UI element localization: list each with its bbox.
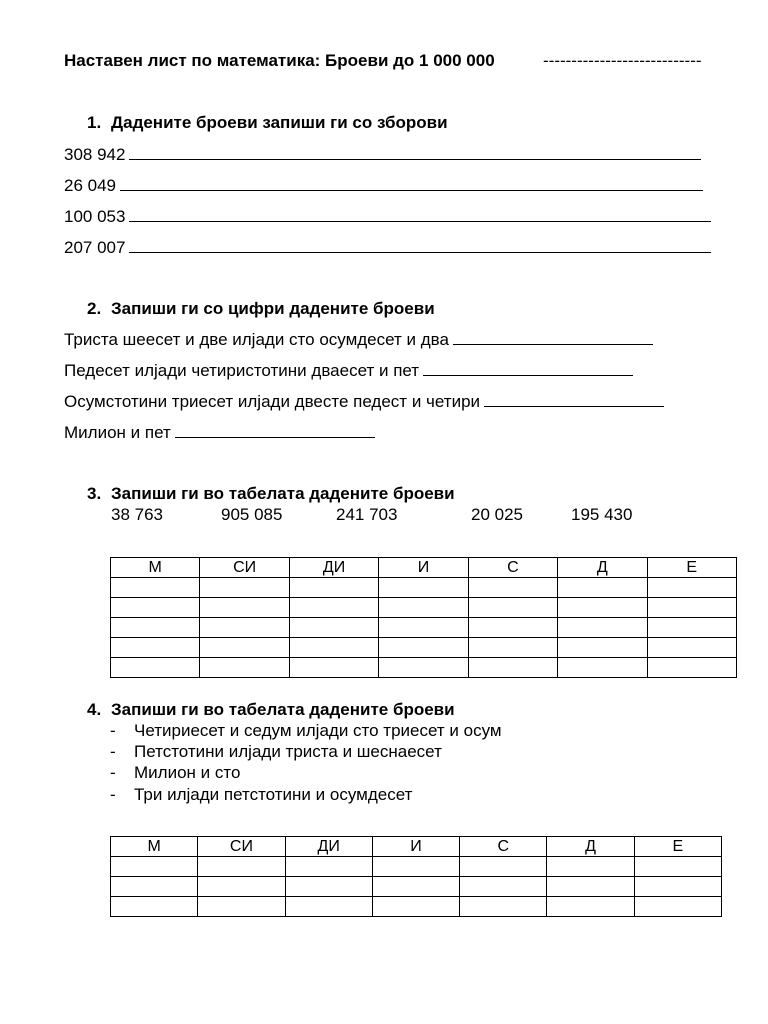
answer-blank[interactable]	[175, 423, 375, 438]
table-cell[interactable]	[647, 598, 736, 618]
task4-heading-text: Запиши ги во табелата дадените броеви	[111, 700, 455, 719]
task2-words-2: Педесет илјади четиристотини дваесет и пет	[64, 361, 420, 380]
answer-blank[interactable]	[129, 207, 711, 222]
table-cell[interactable]	[372, 857, 459, 877]
task2-heading-text: Запиши ги со цифри дадените броеви	[111, 299, 435, 318]
column-header: С	[468, 558, 557, 578]
task2-row-4	[64, 423, 375, 443]
table-cell[interactable]	[379, 658, 468, 678]
table-cell[interactable]	[558, 578, 647, 598]
task2-row-3	[64, 392, 664, 412]
column-header: Д	[558, 558, 647, 578]
table-cell[interactable]	[198, 877, 285, 897]
dash-bullet: -	[110, 742, 116, 761]
task4-place-value-table	[110, 836, 722, 917]
table-cell[interactable]	[558, 598, 647, 618]
table-header-row	[111, 837, 722, 857]
table-cell[interactable]	[468, 638, 557, 658]
table-cell[interactable]	[460, 877, 547, 897]
task2-words-1: Триста шеесет и две илјади сто осумдесет и два	[64, 330, 449, 349]
task3-place-value-table	[110, 557, 737, 678]
table-cell[interactable]	[647, 658, 736, 678]
table-header-row	[111, 558, 737, 578]
task1-number-1: 308 942	[64, 145, 126, 164]
dash-bullet: -	[110, 785, 116, 804]
task3-number-list	[0, 505, 768, 525]
table-cell[interactable]	[558, 658, 647, 678]
name-line: ----------------------------	[543, 51, 702, 70]
table-cell[interactable]	[289, 598, 378, 618]
column-header: Д	[547, 837, 634, 857]
column-header: Е	[634, 837, 721, 857]
table-cell[interactable]	[372, 877, 459, 897]
table-cell[interactable]	[111, 877, 198, 897]
table-cell[interactable]	[460, 857, 547, 877]
task1-number-4: 207 007	[64, 238, 126, 257]
task2-row-2	[64, 361, 633, 381]
answer-blank[interactable]	[120, 176, 703, 191]
table-cell[interactable]	[200, 598, 289, 618]
table-cell[interactable]	[111, 598, 200, 618]
table-cell[interactable]	[379, 598, 468, 618]
table-cell[interactable]	[111, 857, 198, 877]
table-cell[interactable]	[647, 618, 736, 638]
table-cell[interactable]	[111, 638, 200, 658]
table-cell[interactable]	[379, 638, 468, 658]
table-row	[111, 578, 737, 598]
table-row	[111, 598, 737, 618]
task3-number-item: 195 430	[571, 505, 633, 524]
task1-row-3	[64, 207, 711, 227]
task3-number-item: 38 763	[111, 505, 163, 524]
list-item-text: Четириесет и седум илјади сто триесет и осум	[134, 721, 502, 740]
table-row	[111, 658, 737, 678]
column-header: И	[372, 837, 459, 857]
table-row	[111, 857, 722, 877]
answer-blank[interactable]	[129, 238, 711, 253]
table-cell[interactable]	[285, 857, 372, 877]
answer-blank[interactable]	[484, 392, 664, 407]
table-cell[interactable]	[200, 658, 289, 678]
table-cell[interactable]	[460, 897, 547, 917]
table-cell[interactable]	[379, 578, 468, 598]
table-cell[interactable]	[558, 638, 647, 658]
task2-number: 2.	[87, 299, 102, 318]
table-cell[interactable]	[468, 578, 557, 598]
table-cell[interactable]	[468, 658, 557, 678]
task2-words-3: Осумстотини триесет илјади двесте педест и четири	[64, 392, 481, 411]
table-cell[interactable]	[634, 877, 721, 897]
dash-bullet: -	[110, 721, 116, 740]
task2-words-4: Милион и пет	[64, 423, 171, 442]
table-cell[interactable]	[647, 578, 736, 598]
table-cell[interactable]	[379, 618, 468, 638]
table-cell[interactable]	[634, 897, 721, 917]
list-item-text: Петстотини илјади триста и шеснаесет	[134, 742, 442, 761]
column-header: М	[111, 837, 198, 857]
task3-number-item: 20 025	[471, 505, 523, 524]
table-row	[111, 618, 737, 638]
answer-blank[interactable]	[423, 361, 633, 376]
table-cell[interactable]	[200, 578, 289, 598]
table-cell[interactable]	[198, 897, 285, 917]
table-cell[interactable]	[468, 598, 557, 618]
task3-number: 3.	[87, 484, 102, 503]
task3-number-item: 241 703	[336, 505, 398, 524]
table-cell[interactable]	[289, 658, 378, 678]
answer-blank[interactable]	[453, 330, 653, 345]
table-row	[111, 897, 722, 917]
table-cell[interactable]	[547, 897, 634, 917]
dash-bullet: -	[110, 763, 116, 782]
column-header: ДИ	[285, 837, 372, 857]
table-cell[interactable]	[468, 618, 557, 638]
table-cell[interactable]	[547, 857, 634, 877]
table-cell[interactable]	[198, 857, 285, 877]
table-cell[interactable]	[111, 658, 200, 678]
table-cell[interactable]	[285, 877, 372, 897]
list-item-text: Три илјади петстотини и осумдесет	[134, 785, 413, 804]
table-cell[interactable]	[547, 877, 634, 897]
task3-number-item: 905 085	[221, 505, 283, 524]
task3-heading-text: Запиши ги во табелата дадените броеви	[111, 484, 455, 503]
table-cell[interactable]	[289, 638, 378, 658]
table-cell[interactable]	[289, 618, 378, 638]
column-header: ДИ	[289, 558, 378, 578]
table-cell[interactable]	[111, 578, 200, 598]
column-header: СИ	[200, 558, 289, 578]
table-cell[interactable]	[111, 618, 200, 638]
task1-number-3: 100 053	[64, 207, 126, 226]
task1-heading-text: Дадените броеви запиши ги со зборови	[111, 113, 448, 132]
worksheet-title: Наставен лист по математика: Броеви до 1 000 000	[64, 51, 495, 70]
table-cell[interactable]	[200, 638, 289, 658]
table-cell[interactable]	[200, 618, 289, 638]
answer-blank[interactable]	[129, 145, 701, 160]
column-header: Е	[647, 558, 736, 578]
table-cell[interactable]	[372, 897, 459, 917]
task1-row-4	[64, 238, 711, 258]
table-cell[interactable]	[289, 578, 378, 598]
table-cell[interactable]	[285, 897, 372, 917]
task1-row-2	[64, 176, 703, 196]
column-header: И	[379, 558, 468, 578]
task4-list	[110, 721, 610, 811]
column-header: М	[111, 558, 200, 578]
task1-row-1	[64, 145, 701, 165]
task4-number: 4.	[87, 700, 102, 719]
table-cell[interactable]	[558, 618, 647, 638]
column-header: СИ	[198, 837, 285, 857]
table-row	[111, 638, 737, 658]
table-row	[111, 877, 722, 897]
table-cell[interactable]	[111, 897, 198, 917]
table-cell[interactable]	[647, 638, 736, 658]
list-item-text: Милион и сто	[134, 763, 241, 782]
task2-row-1	[64, 330, 653, 350]
task1-number: 1.	[87, 113, 102, 132]
task1-number-2: 26 049	[64, 176, 116, 195]
table-cell[interactable]	[634, 857, 721, 877]
column-header: С	[460, 837, 547, 857]
